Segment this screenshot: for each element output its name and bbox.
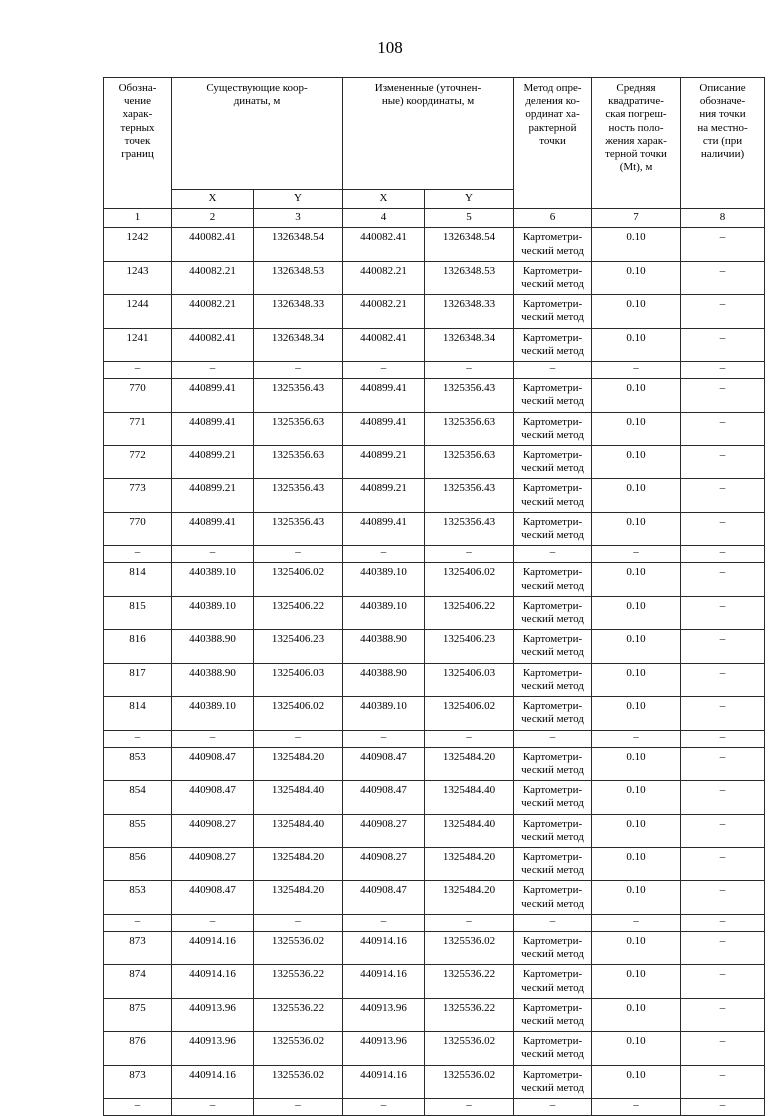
cell-point: 1243 xyxy=(104,261,172,294)
cell-changed-x: 440908.47 xyxy=(343,747,425,780)
header-determination-method: Метод опре- деления ко- ординат ха- рактерной точки xyxy=(514,78,592,209)
cell-changed-y: 1325406.23 xyxy=(425,630,514,663)
cell-mt: 0.10 xyxy=(592,412,681,445)
table-row xyxy=(104,295,765,328)
cell-changed-y: – xyxy=(425,914,514,931)
cell-point: 853 xyxy=(104,881,172,914)
cell-description: – xyxy=(681,362,765,379)
table-row xyxy=(104,261,765,294)
header-point-description: Описание обозначе- ния точки на местно- сти (при наличии) xyxy=(681,78,765,209)
cell-existing-y: 1325356.63 xyxy=(254,446,343,479)
cell-existing-y: 1325484.40 xyxy=(254,814,343,847)
cell-method: Картометри- ческий метод xyxy=(514,512,592,545)
cell-changed-y: 1325484.20 xyxy=(425,847,514,880)
cell-existing-x: 440899.41 xyxy=(172,412,254,445)
cell-mt: 0.10 xyxy=(592,328,681,361)
cell-method: Картометри- ческий метод xyxy=(514,847,592,880)
table-row xyxy=(104,446,765,479)
cell-method: – xyxy=(514,914,592,931)
header-changed-coordinates: Измененные (уточнен- ные) координаты, м xyxy=(343,78,514,190)
cell-existing-y: 1325406.03 xyxy=(254,663,343,696)
cell-method: Картометри- ческий метод xyxy=(514,931,592,964)
table-row xyxy=(104,596,765,629)
cell-changed-x: 440899.21 xyxy=(343,479,425,512)
cell-existing-x: – xyxy=(172,914,254,931)
column-number-4: 4 xyxy=(343,209,425,228)
table-header-row-numbers xyxy=(104,209,765,228)
cell-changed-x: 440082.21 xyxy=(343,295,425,328)
cell-existing-y: – xyxy=(254,1098,343,1115)
cell-existing-x: 440388.90 xyxy=(172,630,254,663)
cell-existing-y: 1325356.63 xyxy=(254,412,343,445)
column-number-2: 2 xyxy=(172,209,254,228)
cell-point: 876 xyxy=(104,1032,172,1065)
cell-changed-x: 440908.47 xyxy=(343,881,425,914)
cell-changed-x: 440914.16 xyxy=(343,965,425,998)
cell-mt: – xyxy=(592,362,681,379)
table-separator-row xyxy=(104,730,765,747)
cell-existing-y: 1325406.22 xyxy=(254,596,343,629)
cell-mt: 0.10 xyxy=(592,379,681,412)
cell-method: Картометри- ческий метод xyxy=(514,663,592,696)
table-row xyxy=(104,663,765,696)
cell-point: 875 xyxy=(104,998,172,1031)
cell-point: 1242 xyxy=(104,228,172,261)
cell-point: 1241 xyxy=(104,328,172,361)
cell-existing-x: – xyxy=(172,546,254,563)
cell-changed-y: 1325406.03 xyxy=(425,663,514,696)
table-header-row-main xyxy=(104,78,765,190)
cell-description: – xyxy=(681,563,765,596)
cell-description: – xyxy=(681,847,765,880)
cell-existing-x: 440908.47 xyxy=(172,881,254,914)
cell-description: – xyxy=(681,914,765,931)
cell-point: 815 xyxy=(104,596,172,629)
table-row xyxy=(104,747,765,780)
cell-description: – xyxy=(681,295,765,328)
cell-existing-y: 1326348.54 xyxy=(254,228,343,261)
cell-existing-y: – xyxy=(254,914,343,931)
cell-existing-x: 440389.10 xyxy=(172,596,254,629)
header-changed-y: Y xyxy=(425,190,514,209)
cell-mt: – xyxy=(592,546,681,563)
cell-method: Картометри- ческий метод xyxy=(514,630,592,663)
cell-method: – xyxy=(514,730,592,747)
cell-existing-x: 440914.16 xyxy=(172,931,254,964)
cell-description: – xyxy=(681,1065,765,1098)
cell-existing-x: 440908.27 xyxy=(172,814,254,847)
table-header xyxy=(104,78,765,228)
cell-changed-y: 1325356.63 xyxy=(425,412,514,445)
cell-mt: 0.10 xyxy=(592,446,681,479)
cell-mt: 0.10 xyxy=(592,965,681,998)
cell-existing-y: 1325356.43 xyxy=(254,512,343,545)
cell-point: 816 xyxy=(104,630,172,663)
cell-description: – xyxy=(681,328,765,361)
cell-changed-y: 1325406.22 xyxy=(425,596,514,629)
cell-changed-y: 1325356.43 xyxy=(425,512,514,545)
cell-existing-y: – xyxy=(254,546,343,563)
cell-point: 874 xyxy=(104,965,172,998)
cell-changed-x: 440389.10 xyxy=(343,563,425,596)
cell-existing-y: 1325356.43 xyxy=(254,379,343,412)
table-row xyxy=(104,512,765,545)
cell-mt: 0.10 xyxy=(592,847,681,880)
cell-changed-y: 1325484.20 xyxy=(425,881,514,914)
table-row xyxy=(104,563,765,596)
cell-mt: 0.10 xyxy=(592,747,681,780)
cell-description: – xyxy=(681,747,765,780)
cell-mt: 0.10 xyxy=(592,998,681,1031)
cell-changed-x: 440899.21 xyxy=(343,446,425,479)
cell-method: Картометри- ческий метод xyxy=(514,697,592,730)
cell-point: – xyxy=(104,362,172,379)
table-row xyxy=(104,412,765,445)
page-number: 108 xyxy=(377,38,403,57)
cell-changed-x: 440082.41 xyxy=(343,328,425,361)
cell-description: – xyxy=(681,596,765,629)
table-row xyxy=(104,965,765,998)
cell-method: Картометри- ческий метод xyxy=(514,814,592,847)
cell-method: Картометри- ческий метод xyxy=(514,781,592,814)
header-existing-coordinates: Существующие коор- динаты, м xyxy=(172,78,343,190)
table-row xyxy=(104,998,765,1031)
cell-changed-x: 440899.41 xyxy=(343,379,425,412)
cell-existing-x: 440899.21 xyxy=(172,446,254,479)
cell-changed-x: 440908.47 xyxy=(343,781,425,814)
cell-point: 817 xyxy=(104,663,172,696)
cell-method: Картометри- ческий метод xyxy=(514,596,592,629)
cell-method: Картометри- ческий метод xyxy=(514,563,592,596)
cell-description: – xyxy=(681,512,765,545)
cell-changed-x: 440908.27 xyxy=(343,847,425,880)
table-row xyxy=(104,931,765,964)
cell-changed-x: 440899.41 xyxy=(343,412,425,445)
cell-changed-x: 440389.10 xyxy=(343,596,425,629)
cell-existing-y: 1325536.02 xyxy=(254,1032,343,1065)
cell-changed-y: – xyxy=(425,1098,514,1115)
cell-mt: 0.10 xyxy=(592,663,681,696)
cell-mt: 0.10 xyxy=(592,1065,681,1098)
table-row xyxy=(104,379,765,412)
cell-method: Картометри- ческий метод xyxy=(514,1032,592,1065)
cell-existing-x: 440908.47 xyxy=(172,781,254,814)
cell-changed-y: 1325356.43 xyxy=(425,379,514,412)
cell-point: 770 xyxy=(104,512,172,545)
cell-changed-y: 1325356.63 xyxy=(425,446,514,479)
cell-method: Картометри- ческий метод xyxy=(514,295,592,328)
cell-point: 873 xyxy=(104,1065,172,1098)
cell-description: – xyxy=(681,781,765,814)
cell-point: 855 xyxy=(104,814,172,847)
cell-existing-y: 1325406.23 xyxy=(254,630,343,663)
column-number-8: 8 xyxy=(681,209,765,228)
cell-existing-x: 440899.41 xyxy=(172,512,254,545)
cell-description: – xyxy=(681,546,765,563)
cell-changed-y: – xyxy=(425,730,514,747)
cell-existing-x: 440389.10 xyxy=(172,697,254,730)
cell-changed-y: 1325356.43 xyxy=(425,479,514,512)
cell-method: Картометри- ческий метод xyxy=(514,998,592,1031)
cell-changed-x: 440082.41 xyxy=(343,228,425,261)
cell-point: 770 xyxy=(104,379,172,412)
cell-method: Картометри- ческий метод xyxy=(514,261,592,294)
cell-changed-x: 440082.21 xyxy=(343,261,425,294)
coordinates-table-container xyxy=(103,77,748,1116)
cell-mt: – xyxy=(592,1098,681,1115)
cell-description: – xyxy=(681,446,765,479)
cell-changed-y: 1325536.02 xyxy=(425,1065,514,1098)
cell-existing-y: 1325536.22 xyxy=(254,998,343,1031)
cell-mt: 0.10 xyxy=(592,697,681,730)
table-row xyxy=(104,328,765,361)
cell-method: Картометри- ческий метод xyxy=(514,1065,592,1098)
cell-changed-y: 1325406.02 xyxy=(425,697,514,730)
cell-description: – xyxy=(681,228,765,261)
table-separator-row xyxy=(104,362,765,379)
cell-existing-x: 440082.41 xyxy=(172,228,254,261)
cell-changed-x: 440908.27 xyxy=(343,814,425,847)
cell-description: – xyxy=(681,998,765,1031)
cell-existing-y: 1325484.20 xyxy=(254,747,343,780)
header-point-designation: Обозна- чение харак- терных точек границ xyxy=(104,78,172,209)
cell-description: – xyxy=(681,412,765,445)
table-row xyxy=(104,847,765,880)
cell-mt: 0.10 xyxy=(592,512,681,545)
table-separator-row xyxy=(104,914,765,931)
cell-existing-x: – xyxy=(172,1098,254,1115)
cell-mt: 0.10 xyxy=(592,479,681,512)
cell-existing-x: 440389.10 xyxy=(172,563,254,596)
cell-existing-y: 1325536.02 xyxy=(254,1065,343,1098)
cell-changed-x: – xyxy=(343,730,425,747)
cell-description: – xyxy=(681,630,765,663)
cell-changed-x: 440899.41 xyxy=(343,512,425,545)
table-row xyxy=(104,479,765,512)
cell-existing-y: 1325406.02 xyxy=(254,563,343,596)
cell-description: – xyxy=(681,931,765,964)
cell-changed-y: 1325536.22 xyxy=(425,965,514,998)
cell-existing-x: 440082.41 xyxy=(172,328,254,361)
table-row xyxy=(104,630,765,663)
cell-changed-y: 1325484.40 xyxy=(425,814,514,847)
table-row xyxy=(104,1032,765,1065)
cell-method: Картометри- ческий метод xyxy=(514,479,592,512)
cell-changed-y: 1325484.40 xyxy=(425,781,514,814)
cell-existing-y: 1325356.43 xyxy=(254,479,343,512)
table-row xyxy=(104,697,765,730)
cell-mt: 0.10 xyxy=(592,931,681,964)
cell-existing-y: 1326348.33 xyxy=(254,295,343,328)
cell-description: – xyxy=(681,814,765,847)
cell-method: Картометри- ческий метод xyxy=(514,379,592,412)
cell-changed-x: – xyxy=(343,362,425,379)
cell-existing-x: 440899.41 xyxy=(172,379,254,412)
cell-existing-x: – xyxy=(172,730,254,747)
table-separator-row xyxy=(104,1098,765,1115)
cell-changed-y: 1326348.34 xyxy=(425,328,514,361)
table-row xyxy=(104,781,765,814)
cell-point: 773 xyxy=(104,479,172,512)
cell-point: – xyxy=(104,546,172,563)
column-number-7: 7 xyxy=(592,209,681,228)
cell-description: – xyxy=(681,881,765,914)
cell-existing-x: 440908.27 xyxy=(172,847,254,880)
table-separator-row xyxy=(104,546,765,563)
coordinates-table xyxy=(103,77,765,1116)
cell-existing-y: – xyxy=(254,362,343,379)
cell-mt: 0.10 xyxy=(592,881,681,914)
header-mean-square-error: Средняя квадратиче- ская погреш- ность поло- жения харак- терной точки (Mt), м xyxy=(592,78,681,209)
cell-mt: 0.10 xyxy=(592,630,681,663)
table-body xyxy=(104,228,765,1116)
cell-changed-y: – xyxy=(425,362,514,379)
cell-method: Картометри- ческий метод xyxy=(514,747,592,780)
cell-existing-y: 1326348.34 xyxy=(254,328,343,361)
cell-mt: 0.10 xyxy=(592,781,681,814)
cell-changed-y: 1325536.02 xyxy=(425,931,514,964)
cell-description: – xyxy=(681,1098,765,1115)
cell-description: – xyxy=(681,697,765,730)
cell-description: – xyxy=(681,1032,765,1065)
cell-changed-x: 440913.96 xyxy=(343,998,425,1031)
cell-existing-x: 440914.16 xyxy=(172,965,254,998)
cell-existing-x: 440913.96 xyxy=(172,998,254,1031)
cell-description: – xyxy=(681,730,765,747)
cell-description: – xyxy=(681,261,765,294)
cell-point: 814 xyxy=(104,563,172,596)
column-number-3: 3 xyxy=(254,209,343,228)
cell-point: 856 xyxy=(104,847,172,880)
cell-point: 772 xyxy=(104,446,172,479)
cell-mt: 0.10 xyxy=(592,814,681,847)
cell-description: – xyxy=(681,965,765,998)
header-existing-x: X xyxy=(172,190,254,209)
cell-mt: – xyxy=(592,730,681,747)
cell-description: – xyxy=(681,479,765,512)
cell-changed-x: – xyxy=(343,914,425,931)
cell-mt: 0.10 xyxy=(592,295,681,328)
cell-changed-x: – xyxy=(343,546,425,563)
cell-changed-y: 1326348.33 xyxy=(425,295,514,328)
cell-description: – xyxy=(681,663,765,696)
cell-method: – xyxy=(514,362,592,379)
cell-point: 814 xyxy=(104,697,172,730)
cell-point: – xyxy=(104,730,172,747)
cell-existing-y: 1325484.20 xyxy=(254,847,343,880)
cell-changed-y: 1325536.02 xyxy=(425,1032,514,1065)
cell-method: Картометри- ческий метод xyxy=(514,881,592,914)
column-number-1: 1 xyxy=(104,209,172,228)
cell-changed-x: 440914.16 xyxy=(343,1065,425,1098)
cell-existing-y: 1325484.20 xyxy=(254,881,343,914)
cell-changed-y: 1325536.22 xyxy=(425,998,514,1031)
cell-existing-x: 440388.90 xyxy=(172,663,254,696)
cell-point: 854 xyxy=(104,781,172,814)
cell-changed-x: 440389.10 xyxy=(343,697,425,730)
cell-point: – xyxy=(104,914,172,931)
header-changed-x: X xyxy=(343,190,425,209)
cell-existing-x: 440082.21 xyxy=(172,295,254,328)
cell-changed-x: 440913.96 xyxy=(343,1032,425,1065)
cell-method: Картометри- ческий метод xyxy=(514,228,592,261)
cell-method: Картометри- ческий метод xyxy=(514,328,592,361)
cell-point: 771 xyxy=(104,412,172,445)
cell-mt: 0.10 xyxy=(592,1032,681,1065)
cell-changed-x: 440388.90 xyxy=(343,630,425,663)
cell-existing-y: 1325484.40 xyxy=(254,781,343,814)
cell-existing-y: 1326348.53 xyxy=(254,261,343,294)
cell-mt: 0.10 xyxy=(592,228,681,261)
cell-changed-y: 1326348.54 xyxy=(425,228,514,261)
cell-existing-y: 1325536.22 xyxy=(254,965,343,998)
header-existing-y: Y xyxy=(254,190,343,209)
cell-changed-x: 440388.90 xyxy=(343,663,425,696)
column-number-5: 5 xyxy=(425,209,514,228)
cell-method: Картометри- ческий метод xyxy=(514,412,592,445)
cell-point: 853 xyxy=(104,747,172,780)
cell-existing-x: 440899.21 xyxy=(172,479,254,512)
table-row xyxy=(104,1065,765,1098)
cell-changed-y: 1325484.20 xyxy=(425,747,514,780)
cell-existing-y: 1325406.02 xyxy=(254,697,343,730)
cell-changed-x: 440914.16 xyxy=(343,931,425,964)
cell-existing-x: 440914.16 xyxy=(172,1065,254,1098)
cell-point: 873 xyxy=(104,931,172,964)
cell-description: – xyxy=(681,379,765,412)
cell-existing-x: – xyxy=(172,362,254,379)
column-number-6: 6 xyxy=(514,209,592,228)
cell-changed-y: 1325406.02 xyxy=(425,563,514,596)
cell-existing-x: 440913.96 xyxy=(172,1032,254,1065)
cell-method: Картометри- ческий метод xyxy=(514,446,592,479)
cell-existing-x: 440082.21 xyxy=(172,261,254,294)
cell-changed-y: 1326348.53 xyxy=(425,261,514,294)
cell-changed-y: – xyxy=(425,546,514,563)
cell-point: – xyxy=(104,1098,172,1115)
table-row xyxy=(104,881,765,914)
cell-method: Картометри- ческий метод xyxy=(514,965,592,998)
table-row xyxy=(104,228,765,261)
cell-mt: 0.10 xyxy=(592,563,681,596)
cell-existing-y: 1325536.02 xyxy=(254,931,343,964)
cell-method: – xyxy=(514,1098,592,1115)
cell-point: 1244 xyxy=(104,295,172,328)
cell-existing-x: 440908.47 xyxy=(172,747,254,780)
cell-mt: 0.10 xyxy=(592,261,681,294)
cell-mt: 0.10 xyxy=(592,596,681,629)
cell-method: – xyxy=(514,546,592,563)
cell-mt: – xyxy=(592,914,681,931)
table-row xyxy=(104,814,765,847)
cell-changed-x: – xyxy=(343,1098,425,1115)
cell-existing-y: – xyxy=(254,730,343,747)
